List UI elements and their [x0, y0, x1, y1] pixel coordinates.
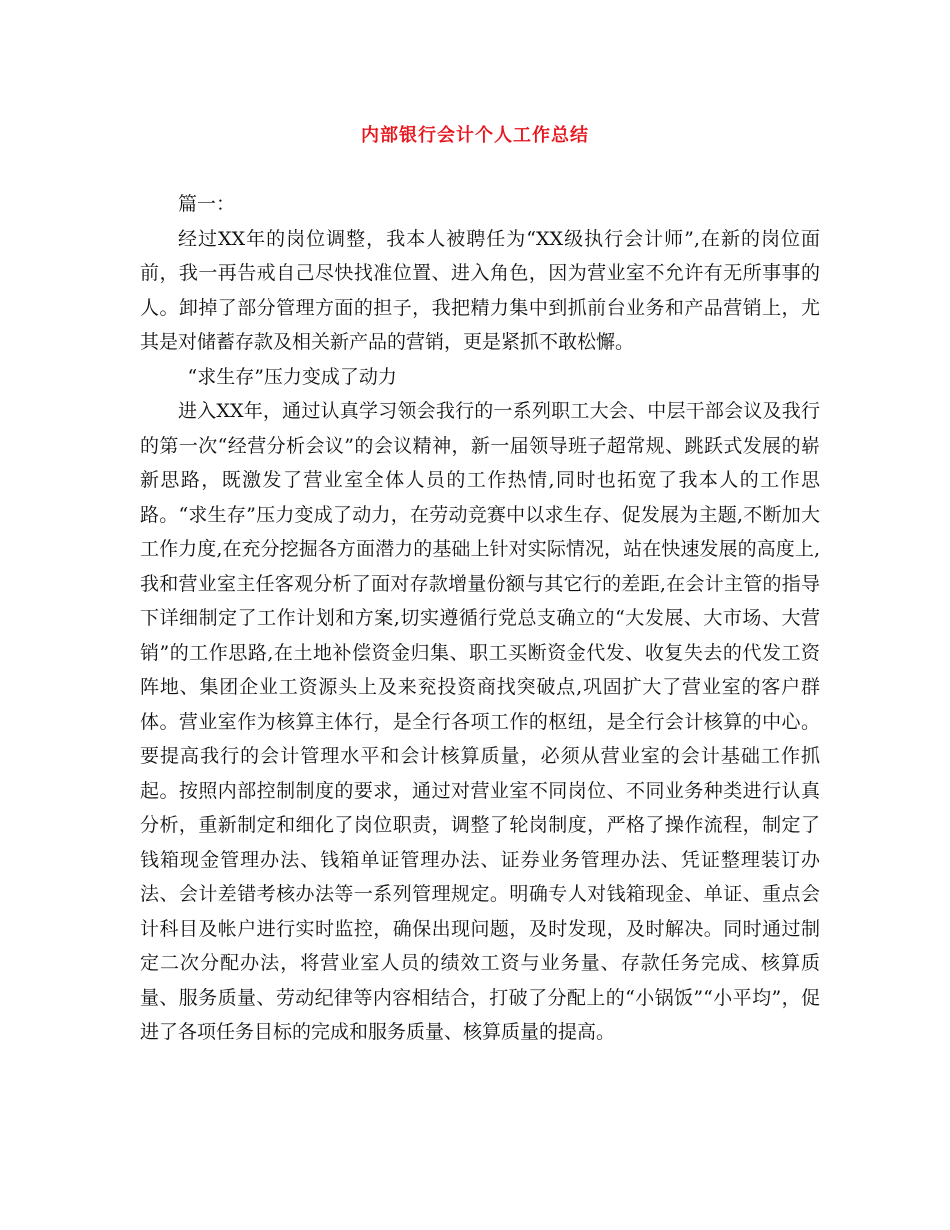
paragraph: 经过XX年的岗位调整，我本人被聘任为“XX级执行会计师”,在新的岗位面前，我一再告戒自己尽快找准位置、进入角色，因为营业室不允许有无所事事的人。卸掉了部分管理方面的担子，我把精力集中到抓前台业务和产品营销上，尤其是对储蓄存款及相关新产品的营销，更是紧抓不敢松懈。	[140, 227, 820, 353]
section-label: 篇一：	[178, 193, 236, 215]
document-body	[140, 187, 820, 1050]
document-title: 内部银行会计个人工作总结	[361, 125, 589, 146]
paragraph: 进入XX年，通过认真学习领会我行的一系列职工大会、中层干部会议及我行的第一次“经营分析会议”的会议精神，新一届领导班子超常规、跳跃式发展的崭新思路，既激发了营业室全体人员的工作热情,同时也拓宽了我本人的工作思路。“求生存”压力变成了动力，在劳动竞赛中以求生存、促发展为主题,不断加大工作力度,在充分挖掘各方面潜力的基础上针对实际情况，站在快速发展的高度上,我和营业室主任客观分析了面对存款增量份额与其它行的差距,在会计主管的指导下详细制定了工作计划和方案,切实遵循行党总支确立的“大发展、大市场、大营销”的工作思路,在土地补偿资金归集、职工买断资金代发、收复失去的代发工资阵地、集团企业工资源头上及来兖投资商找突破点,巩固扩大了营业室的客户群体。营业室作为核算主体行，是全行各项工作的枢纽，是全行会计核算的中心。要提高我行的会计管理水平和会计核算质量，必须从营业室的会计基础工作抓起。按照内部控制制度的要求，通过对营业室不同岗位、不同业务种类进行认真分析，重新制定和细化了岗位职责，调整了轮岗制度，严格了操作流程，制定了钱箱现金管理办法、钱箱单证管理办法、证券业务管理办法、凭证整理装订办法、会计差错考核办法等一系列管理规定。明确专人对钱箱现金、单证、重点会计科目及帐户进行实时监控，确保出现问题，及时发现，及时解决。同时通过制定二次分配办法，将营业室人员的绩效工资与业务量、存款任务完成、核算质量、服务质量、劳动纪律等内容相结合，打破了分配上的“小锅饭”“小平均”，促进了各项任务目标的完成和服务质量、核算质量的提高。	[140, 400, 820, 1043]
section-heading: “求生存”压力变成了动力	[187, 365, 397, 388]
